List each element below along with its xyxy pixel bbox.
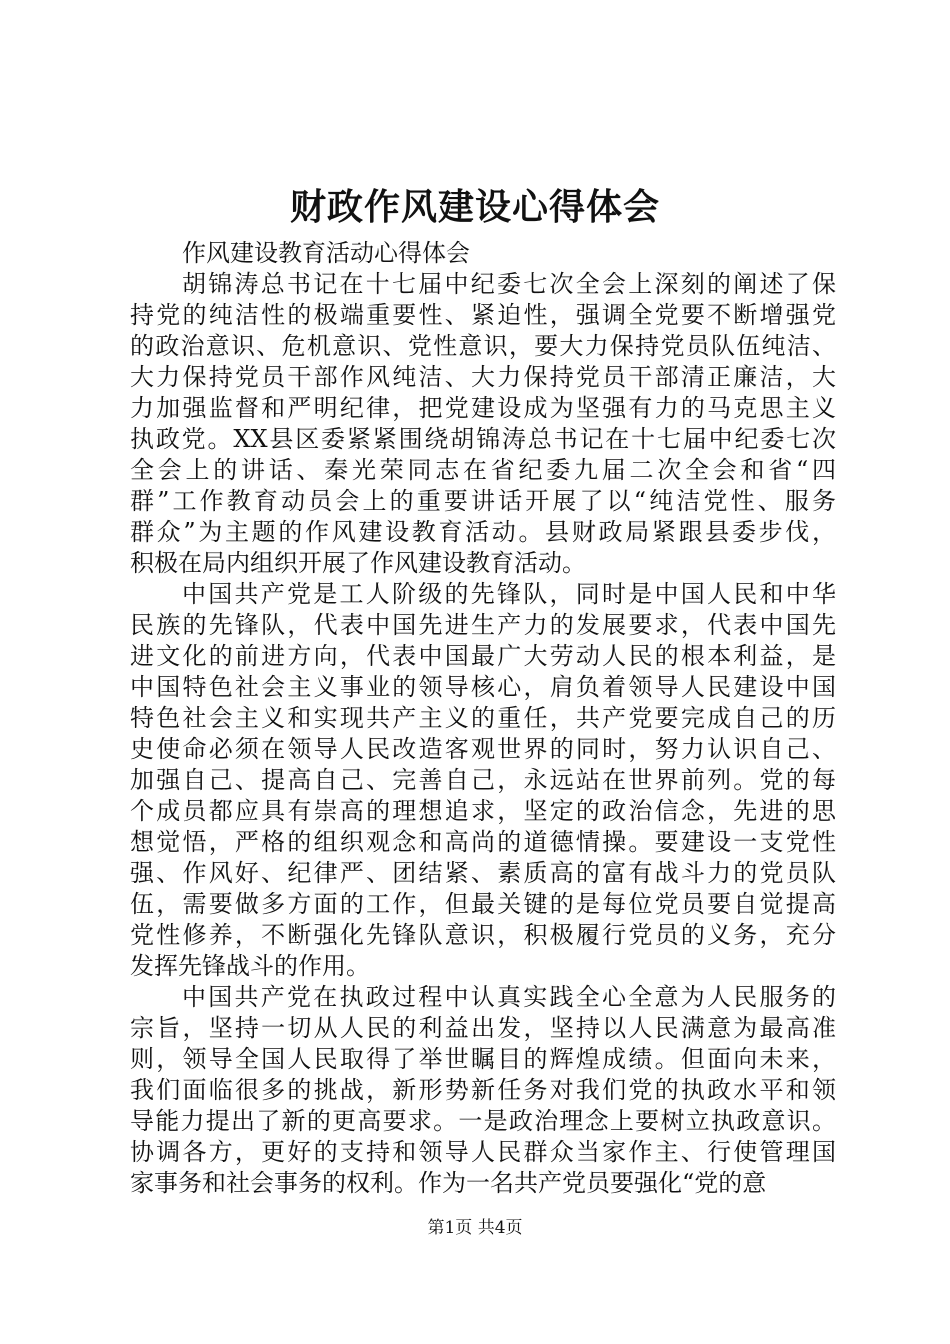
- document-title: 财政作风建设心得体会: [289, 186, 660, 228]
- paragraph: [130, 982, 836, 1199]
- paragraph-line: 发挥先锋战斗的作用。: [130, 952, 370, 980]
- paragraph-line: 力加强监督和严明纪律，把党建设成为坚强有力的马克思主义: [130, 394, 836, 422]
- paragraph-line: 胡锦涛总书记在十七届中纪委七次全会上深刻的阐述了保: [182, 270, 836, 298]
- paragraph-line: 大力保持党员干部作风纯洁、大力保持党员干部清正廉洁，大: [130, 363, 836, 391]
- paragraph-line: 伍，需要做多方面的工作，但最关键的是每位党员要自觉提高: [130, 890, 836, 918]
- paragraph-line: 中国特色社会主义事业的领导核心，肩负着领导人民建设中国: [130, 673, 836, 701]
- paragraph-line: 则，领导全国人民取得了举世瞩目的辉煌成绩。但面向未来，: [130, 1045, 836, 1073]
- paragraph-line: 协调各方，更好的支持和领导人民群众当家作主、行使管理国: [130, 1138, 836, 1166]
- paragraph-line: 执政党。XX县区委紧紧围绕胡锦涛总书记在十七届中纪委七次: [130, 425, 836, 453]
- paragraph-line: 的政治意识、危机意识、党性意识，要大力保持党员队伍纯洁、: [130, 332, 836, 360]
- page-footer: 第1页 共4页: [427, 1218, 523, 1238]
- paragraph-line: 中国共产党是工人阶级的先锋队，同时是中国人民和中华: [182, 580, 836, 608]
- paragraph-line: 家事务和社会事务的权利。作为一名共产党员要强化“党的意: [130, 1169, 767, 1197]
- paragraph: [130, 238, 836, 269]
- paragraph-line: 想觉悟，严格的组织观念和高尚的道德情操。要建设一支党性: [130, 828, 836, 856]
- paragraph-line: 我们面临很多的挑战，新形势新任务对我们党的执政水平和领: [130, 1076, 836, 1104]
- paragraph-line: 群”工作教育动员会上的重要讲话开展了以“纯洁党性、服务: [130, 487, 836, 515]
- paragraph-line: 持党的纯洁性的极端重要性、紧迫性，强调全党要不断增强党: [130, 301, 836, 329]
- paragraph-line: 导能力提出了新的更高要求。一是政治理念上要树立执政意识。: [130, 1107, 836, 1135]
- paragraph-line: 群众”为主题的作风建设教育活动。县财政局紧跟县委步伐，: [130, 518, 836, 546]
- paragraph-line: 中国共产党在执政过程中认真实践全心全意为人民服务的: [182, 983, 836, 1011]
- paragraph-line: 史使命必须在领导人民改造客观世界的同时，努力认识自己、: [130, 735, 836, 763]
- paragraph-line: 特色社会主义和实现共产主义的重任，共产党要完成自己的历: [130, 704, 836, 732]
- paragraph-line: 宗旨，坚持一切从人民的利益出发，坚持以人民满意为最高准: [130, 1014, 836, 1042]
- document-body: [130, 238, 836, 1199]
- paragraph-line: 强、作风好、纪律严、团结紧、素质高的富有战斗力的党员队: [130, 859, 836, 887]
- paragraph: [130, 579, 836, 982]
- paragraph-line: 民族的先锋队，代表中国先进生产力的发展要求，代表中国先: [130, 611, 836, 639]
- paragraph-line: 党性修养，不断强化先锋队意识，积极履行党员的义务，充分: [130, 921, 836, 949]
- paragraph: [130, 269, 836, 579]
- paragraph-line: 作风建设教育活动心得体会: [182, 239, 470, 267]
- paragraph-line: 进文化的前进方向，代表中国最广大劳动人民的根本利益，是: [130, 642, 836, 670]
- paragraph-line: 积极在局内组织开展了作风建设教育活动。: [130, 549, 586, 577]
- paragraph-line: 全会上的讲话、秦光荣同志在省纪委九届二次全会和省“四: [130, 456, 836, 484]
- paragraph-line: 加强自己、提高自己、完善自己，永远站在世界前列。党的每: [130, 766, 836, 794]
- paragraph-line: 个成员都应具有崇高的理想追求，坚定的政治信念，先进的思: [130, 797, 836, 825]
